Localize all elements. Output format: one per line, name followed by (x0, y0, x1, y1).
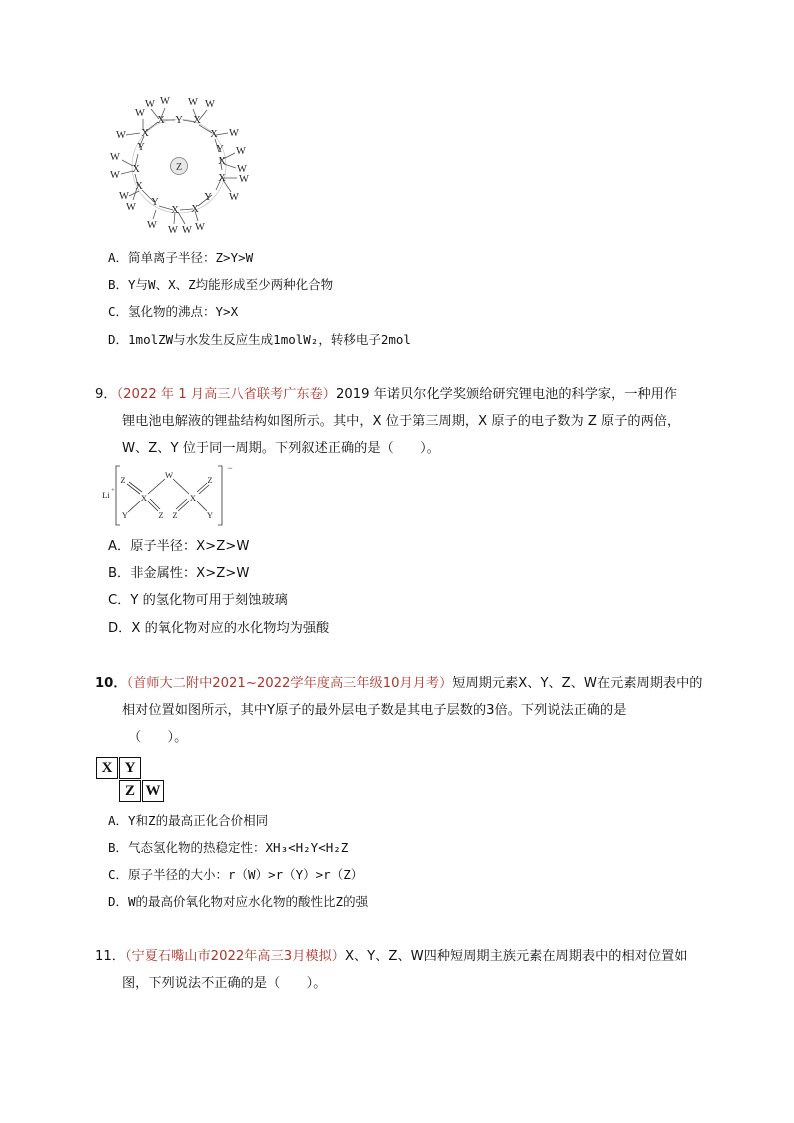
svg-text:X: X (140, 493, 148, 503)
svg-text:X: X (141, 128, 149, 139)
q10-option-c: C．原子半径的大小：r（W）>r（Y）>r（Z） (108, 867, 364, 882)
svg-text:W: W (119, 191, 129, 202)
svg-text:X: X (191, 204, 199, 215)
svg-text:X: X (210, 129, 218, 140)
q11-stem-line1 (95, 948, 687, 966)
q9-stem-line3: W、Z、Y 位于同一周期。下列叙述正确的是（ ）。 (122, 441, 440, 456)
svg-text:Z: Z (207, 475, 213, 485)
svg-text:X: X (132, 164, 140, 175)
q10-stem-line3: （ ）。 (128, 730, 188, 745)
svg-text:W: W (147, 220, 157, 231)
svg-text:W: W (237, 164, 247, 175)
svg-text:W: W (236, 146, 246, 157)
q10-option-b: B．气态氢化物的热稳定性：XH₃<H₂Y<H₂Z (108, 840, 349, 855)
svg-text:X: X (157, 115, 165, 126)
q9-stem-line2: 锂电池电解液的锂盐结构如图所示。其中，X 位于第三周期，X 原子的电子数为 Z 原子的两倍， (122, 414, 681, 429)
svg-text:W: W (229, 192, 239, 203)
svg-text:X: X (171, 205, 179, 216)
q10-periodic-table-fragment (96, 757, 176, 803)
svg-text:+: + (111, 487, 115, 494)
svg-text:X: X (193, 115, 201, 126)
q10-stem-text1: 短周期元素X、Y、Z、W在元素周期表中的 (452, 676, 703, 691)
q9-number: 9． (95, 387, 117, 402)
svg-text:W: W (126, 202, 136, 213)
q11-stem-line2: 图，下列说法不正确的是（ ）。 (122, 976, 327, 991)
q10-option-a: A．Y和Z的最高正化合价相同 (108, 813, 269, 828)
svg-text:Y: Y (175, 115, 183, 126)
svg-text:W: W (110, 152, 120, 163)
svg-text:W: W (160, 96, 170, 107)
q9-option-d: D．X 的氧化物对应的水化物均为强酸 (108, 621, 330, 636)
svg-text:Y: Y (216, 144, 224, 155)
svg-text:W: W (145, 99, 155, 110)
q9-option-b: B．非金属性：X>Z>W (108, 566, 250, 581)
svg-text:Z: Z (120, 475, 126, 485)
q9-stem-text1: 2019 年诺贝尔化学奖颁给研究锂电池的科学家，一种用作 (335, 387, 678, 402)
svg-text:W: W (195, 222, 205, 233)
q10-cell-x: X (96, 757, 118, 779)
svg-text:X: X (218, 156, 226, 167)
svg-text:W: W (135, 108, 145, 119)
q9-option-a: A．原子半径：X>Z>W (108, 539, 250, 554)
svg-text:Y: Y (137, 142, 145, 153)
svg-text:W: W (188, 97, 198, 108)
q9-lithium-salt-structure-figure (98, 463, 238, 529)
svg-text:W: W (182, 225, 192, 236)
svg-text:X: X (218, 173, 226, 184)
q11-stem-text1: X、Y、Z、W四种短周期主族元素在周期表中的相对位置如 (344, 949, 688, 964)
svg-text:Z: Z (158, 510, 164, 520)
svg-text:Y: Y (121, 510, 129, 520)
q9-stem-line1 (95, 386, 677, 404)
svg-text:W: W (110, 170, 120, 181)
svg-text:Y: Y (204, 192, 212, 203)
q10-stem-line2: 相对位置如图所示，其中Y原子的最外层电子数是其电子层数的3倍。下列说法正确的是 (122, 703, 627, 718)
svg-text:Li: Li (102, 490, 110, 500)
q9-option-c: C．Y 的氢化物可用于刻蚀玻璃 (108, 593, 288, 608)
svg-text:W: W (239, 174, 249, 185)
svg-text:W: W (168, 225, 178, 236)
q8-option-d: D．1molZW与水发生反应生成1molW₂，转移电子2mol (108, 332, 411, 347)
q8-option-a: A．简单离子半径：Z>Y>W (108, 250, 254, 265)
q10-number: 10． (95, 676, 127, 691)
q10-stem-line1 (95, 675, 702, 693)
svg-text:W: W (116, 130, 126, 141)
q10-source: （首师大二附中2021~2022学年度高三年级10月月考） (126, 676, 453, 691)
q8-option-b: B．Y与W、X、Z均能形成至少两种化合物 (108, 277, 334, 292)
q10-cell-y: Y (119, 757, 141, 779)
svg-text:X: X (135, 181, 143, 192)
q10-cell-w: W (142, 780, 164, 802)
svg-text:W: W (164, 470, 174, 480)
svg-text:Z: Z (175, 162, 183, 173)
q9-source: （2022 年 1 月高三八省联考广东卷） (116, 387, 336, 402)
svg-text:Z: Z (172, 510, 178, 520)
q11-source: （宁夏石嘴山市2022年高三3月模拟） (124, 949, 345, 964)
q8-ring-structure-figure (95, 92, 265, 242)
svg-text:−: − (227, 463, 233, 473)
q10-option-d: D．W的最高价氧化物对应水化物的酸性比Z的强 (108, 894, 369, 909)
svg-text:W: W (229, 128, 239, 139)
q10-cell-z: Z (119, 780, 141, 802)
q11-number: 11． (95, 949, 125, 964)
svg-text:Y: Y (151, 197, 159, 208)
q8-option-c: C．氢化物的沸点：Y>X (108, 304, 239, 319)
svg-text:Y: Y (206, 510, 214, 520)
svg-text:X: X (189, 493, 197, 503)
svg-text:W: W (205, 99, 215, 110)
